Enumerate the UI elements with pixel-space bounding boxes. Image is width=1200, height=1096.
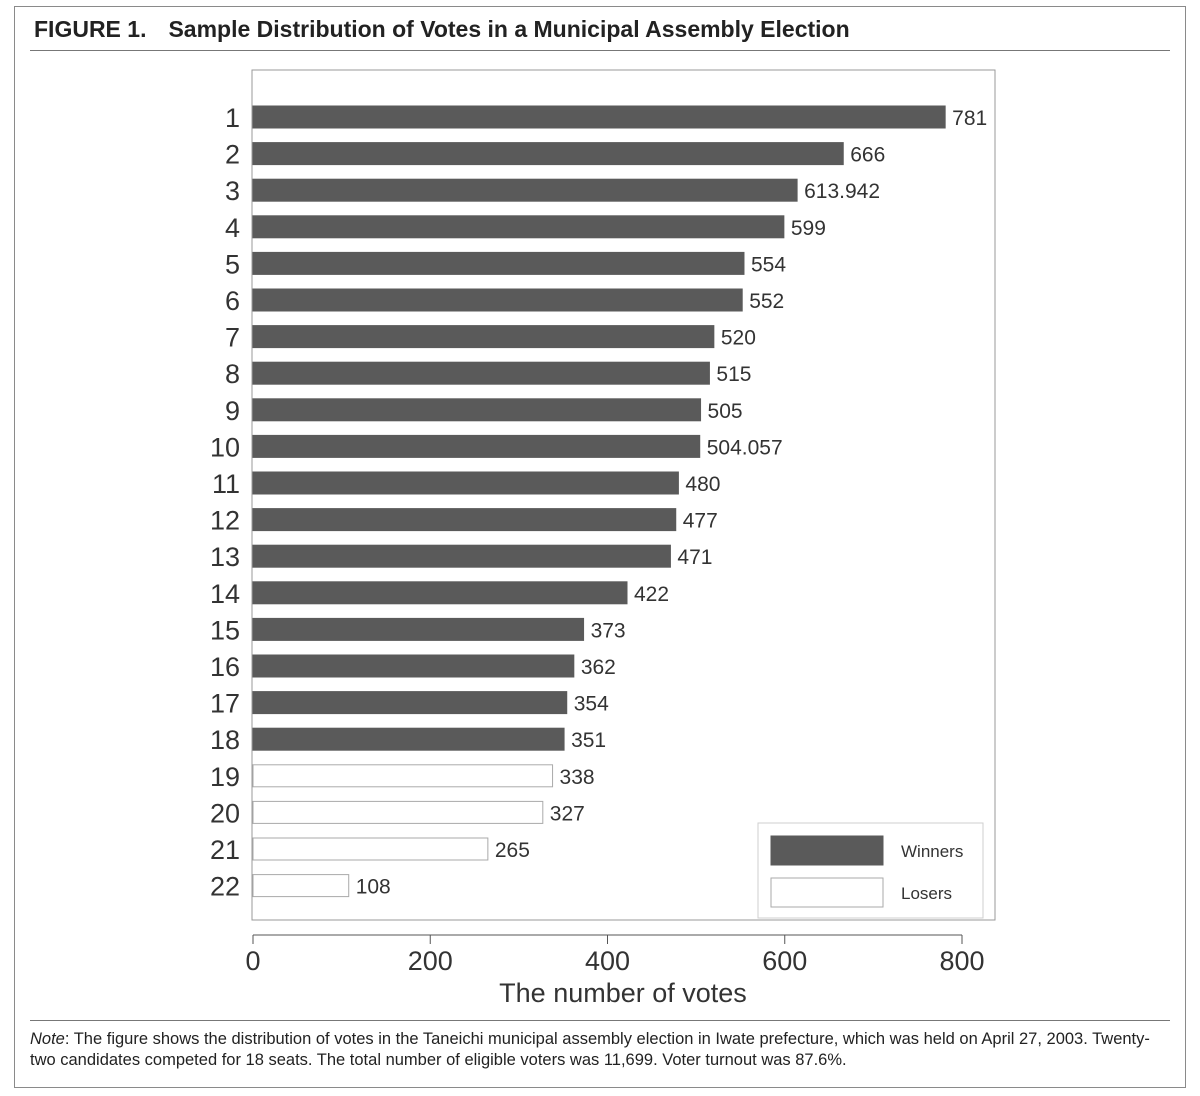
bar-16 xyxy=(253,655,574,677)
category-label-2: 2 xyxy=(224,139,240,170)
bar-15 xyxy=(253,618,584,640)
bar-3 xyxy=(253,179,797,201)
bar-2 xyxy=(253,143,843,165)
x-tick-label-200: 200 xyxy=(407,946,453,976)
x-tick-label-400: 400 xyxy=(584,946,631,976)
x-tick-label-800: 800 xyxy=(939,946,985,976)
category-label-22: 22 xyxy=(209,871,240,902)
legend-swatch-losers xyxy=(771,878,883,907)
category-label-13: 13 xyxy=(209,542,240,573)
bar-value-label-7: 520 xyxy=(720,326,756,350)
category-label-21: 21 xyxy=(209,835,240,865)
category-label-16: 16 xyxy=(209,652,240,682)
bar-value-label-2: 666 xyxy=(850,143,886,167)
category-label-6: 6 xyxy=(224,286,240,316)
category-label-10: 10 xyxy=(209,432,240,463)
bar-value-label-19: 338 xyxy=(559,765,595,789)
legend-swatch-winners xyxy=(771,836,883,865)
bar-value-label-11: 480 xyxy=(685,473,721,496)
category-label-11: 11 xyxy=(211,469,240,499)
legend-label-losers: Losers xyxy=(901,884,953,903)
x-tick-label-0: 0 xyxy=(245,946,261,976)
category-label-15: 15 xyxy=(209,615,240,646)
bar-value-label-16: 362 xyxy=(580,656,616,679)
bar-10 xyxy=(253,435,700,457)
category-label-9: 9 xyxy=(224,395,240,426)
bar-value-label-22: 108 xyxy=(355,875,391,899)
bar-22 xyxy=(253,875,349,897)
x-axis-title: The number of votes xyxy=(499,978,747,1008)
bar-11 xyxy=(253,472,678,494)
bar-14 xyxy=(253,582,627,604)
figure-note xyxy=(30,1029,1175,1071)
category-label-8: 8 xyxy=(224,359,240,390)
bar-17 xyxy=(253,692,567,714)
bar-value-label-5: 554 xyxy=(750,253,787,277)
bar-value-label-14: 422 xyxy=(633,582,670,606)
bar-21 xyxy=(253,838,488,860)
legend-label-winners: Winners xyxy=(901,842,964,861)
bar-value-label-8: 515 xyxy=(716,363,752,387)
bar-9 xyxy=(253,399,701,421)
bar-value-label-12: 477 xyxy=(682,509,718,533)
bar-8 xyxy=(253,362,709,384)
category-label-19: 19 xyxy=(209,761,240,792)
category-label-1: 1 xyxy=(224,103,240,133)
bar-value-label-20: 327 xyxy=(549,802,585,826)
bar-7 xyxy=(253,326,714,348)
bar-13 xyxy=(253,545,670,567)
bar-value-label-4: 599 xyxy=(790,216,826,240)
bar-value-label-3: 613.942 xyxy=(804,180,881,204)
bar-6 xyxy=(253,289,742,311)
category-label-17: 17 xyxy=(209,688,240,719)
x-tick-label-600: 600 xyxy=(762,946,808,976)
bar-value-label-9: 505 xyxy=(707,399,743,423)
bar-value-label-21: 265 xyxy=(494,839,530,862)
category-label-3: 3 xyxy=(224,176,240,207)
category-label-20: 20 xyxy=(209,798,240,829)
bar-19 xyxy=(253,765,553,787)
figure-label: FIGURE 1. xyxy=(34,16,147,42)
figure-title-text: Sample Distribution of Votes in a Municipal Assembly Election xyxy=(168,16,850,42)
category-label-18: 18 xyxy=(209,725,240,756)
bar-value-label-10: 504.057 xyxy=(706,436,783,460)
note-label: Note xyxy=(30,1030,65,1048)
category-label-14: 14 xyxy=(209,578,240,609)
category-label-5: 5 xyxy=(224,249,240,280)
bar-value-label-1: 781 xyxy=(952,107,988,130)
bar-18 xyxy=(253,728,564,750)
note-text: : The figure shows the distribution of votes in the Taneichi municipal assembly election in Iwate prefecture, which was held on April 27, 2003. Twenty-two candidates competed for 18 seats. The total number of eligible voters was 11,699. Voter turnout was 87.6%. xyxy=(30,1030,1150,1069)
bar-1 xyxy=(253,106,945,128)
bar-value-label-6: 552 xyxy=(749,290,785,313)
category-label-12: 12 xyxy=(209,505,240,536)
bar-4 xyxy=(253,216,784,238)
bar-12 xyxy=(253,509,676,531)
note-rule xyxy=(30,1020,1170,1021)
bar-20 xyxy=(253,801,543,823)
bar-value-label-17: 354 xyxy=(573,692,609,716)
category-label-4: 4 xyxy=(224,212,240,243)
bar-value-label-13: 471 xyxy=(677,546,713,570)
bar-value-label-18: 351 xyxy=(571,729,607,753)
bar-5 xyxy=(253,252,744,274)
bar-value-label-15: 373 xyxy=(590,619,626,643)
category-label-7: 7 xyxy=(224,322,240,353)
